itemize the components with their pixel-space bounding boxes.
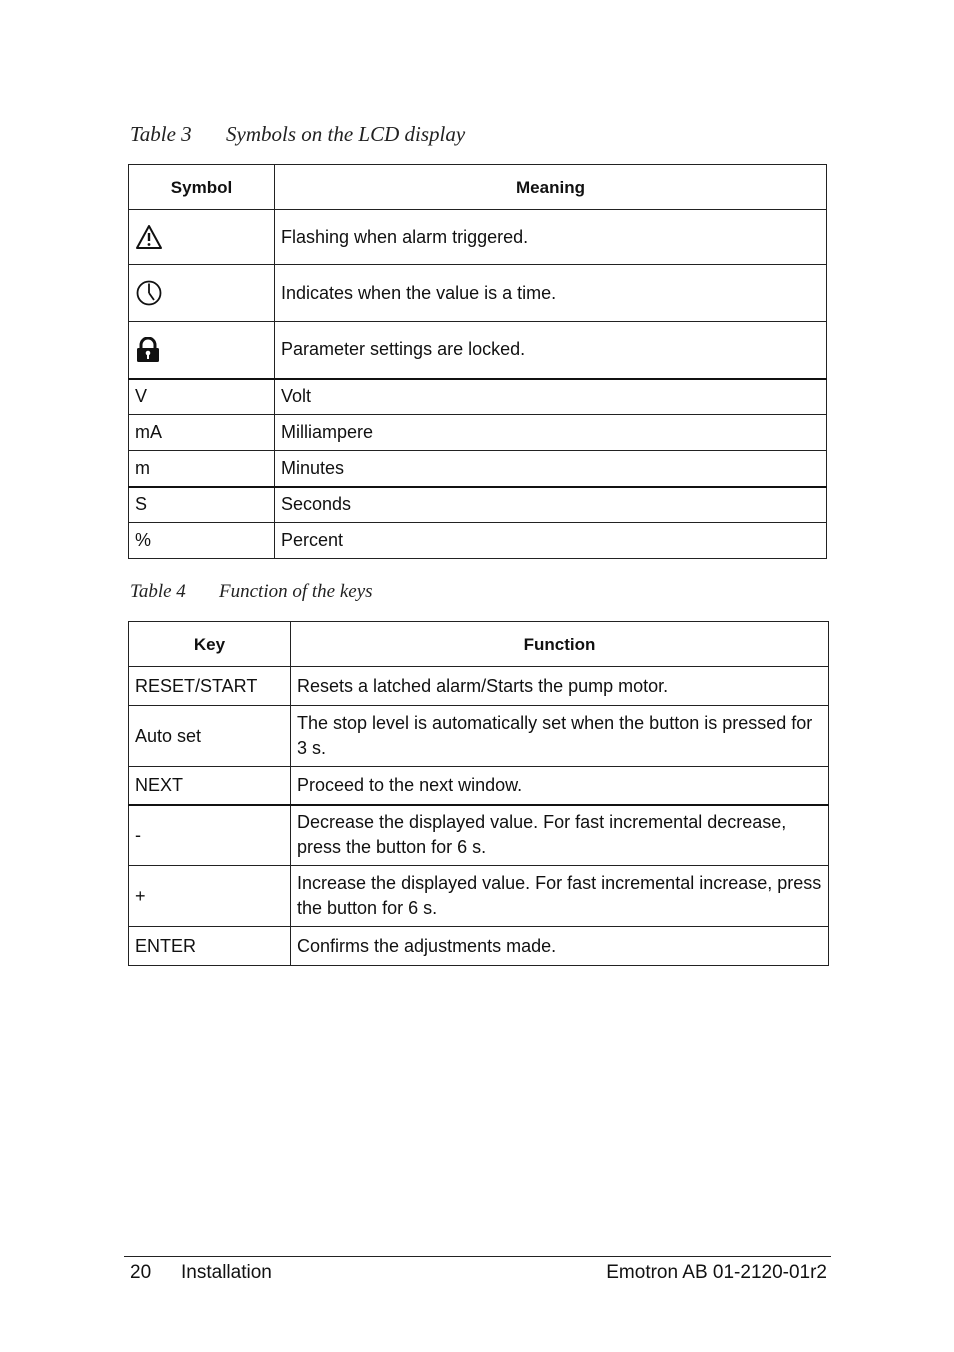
- key-cell: NEXT: [129, 767, 291, 805]
- symbol-cell: %: [129, 523, 275, 559]
- key-cell: ENTER: [129, 927, 291, 966]
- table-row: [129, 415, 827, 451]
- table-row: [129, 866, 829, 927]
- table-row: [129, 805, 829, 866]
- table-row: [129, 379, 827, 415]
- clock-icon: [135, 279, 163, 307]
- padlock-icon: [135, 337, 161, 363]
- table-4-caption-title: Function of the keys: [219, 581, 373, 602]
- key-cell: +: [129, 866, 291, 927]
- table-row: [129, 487, 827, 523]
- table-row: [129, 451, 827, 487]
- key-cell: Auto set: [129, 706, 291, 767]
- lcd-symbols-table: [128, 164, 827, 559]
- function-column-header: Function: [291, 622, 829, 667]
- key-functions-table: [128, 621, 829, 966]
- symbol-cell: [129, 322, 275, 379]
- table-row: [129, 706, 829, 767]
- table-4-caption-number: Table 4: [130, 581, 186, 602]
- table-row: [129, 927, 829, 966]
- table-header-row: [129, 165, 827, 210]
- symbol-cell: V: [129, 379, 275, 415]
- function-cell: Resets a latched alarm/Starts the pump motor.: [291, 667, 829, 706]
- table-3-caption: [130, 122, 466, 147]
- table-row: [129, 265, 827, 322]
- key-cell: -: [129, 805, 291, 866]
- symbol-cell: [129, 210, 275, 265]
- table-row: [129, 767, 829, 805]
- function-cell: Decrease the displayed value. For fast incremental decrease, press the button for 6 s.: [291, 805, 829, 866]
- meaning-cell: Minutes: [275, 451, 827, 487]
- key-column-header: Key: [129, 622, 291, 667]
- footer-rule: [124, 1256, 831, 1257]
- function-cell: Proceed to the next window.: [291, 767, 829, 805]
- function-cell: Increase the displayed value. For fast incremental increase, press the button for 6 s.: [291, 866, 829, 927]
- table-4-caption: [130, 581, 373, 603]
- symbol-cell: S: [129, 487, 275, 523]
- table-3-caption-number: Table 3: [130, 122, 192, 146]
- symbol-column-header: Symbol: [129, 165, 275, 210]
- table-row: [129, 210, 827, 265]
- meaning-column-header: Meaning: [275, 165, 827, 210]
- symbol-cell: [129, 265, 275, 322]
- meaning-cell: Percent: [275, 523, 827, 559]
- symbol-cell: mA: [129, 415, 275, 451]
- meaning-cell: Volt: [275, 379, 827, 415]
- key-cell: RESET/START: [129, 667, 291, 706]
- warning-triangle-icon: [135, 224, 163, 250]
- meaning-cell: Indicates when the value is a time.: [275, 265, 827, 322]
- meaning-cell: Milliampere: [275, 415, 827, 451]
- symbol-cell: m: [129, 451, 275, 487]
- table-3-caption-title: Symbols on the LCD display: [226, 122, 466, 146]
- table-row: [129, 523, 827, 559]
- function-cell: Confirms the adjustments made.: [291, 927, 829, 966]
- table-row: [129, 667, 829, 706]
- document-id: Emotron AB 01-2120-01r2: [606, 1262, 827, 1283]
- table-row: [129, 322, 827, 379]
- table-header-row: [129, 622, 829, 667]
- page-number: 20: [130, 1262, 152, 1283]
- meaning-cell: Seconds: [275, 487, 827, 523]
- meaning-cell: Parameter settings are locked.: [275, 322, 827, 379]
- section-name: Installation: [181, 1262, 272, 1283]
- function-cell: The stop level is automatically set when the button is pressed for 3 s.: [291, 706, 829, 767]
- meaning-cell: Flashing when alarm triggered.: [275, 210, 827, 265]
